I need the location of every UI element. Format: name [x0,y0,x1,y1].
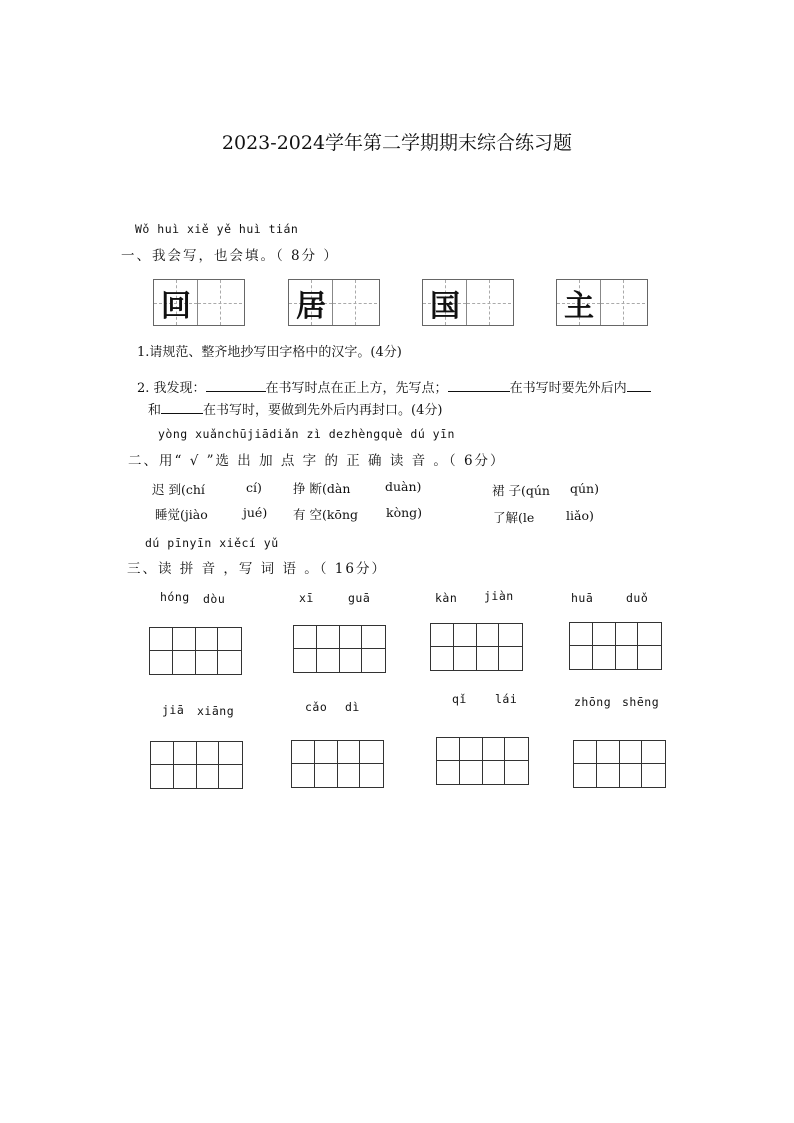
option-b[interactable]: kòng) [386,505,423,520]
q2-text-c: 在书写时要先外后内 [509,381,627,396]
question-2-line2 [148,399,442,418]
sample-char: 回 [161,288,191,324]
tianzige-box[interactable] [288,279,380,326]
writing-grid[interactable] [573,740,666,788]
option-word: 裙 子 [492,483,521,498]
section2-heading: 二、用“ √ ”选 出 加 点 字 的 正 确 读 音 。（ 6分） [128,453,506,469]
sample-char: 居 [296,288,326,324]
q2-lead: 2. 我发现： [137,381,206,396]
q2-text-d: 和 [148,403,162,418]
option-item [155,505,208,523]
option-item [293,505,358,523]
writing-grid[interactable] [430,623,523,671]
sample-char: 国 [430,288,460,324]
writing-grid[interactable] [436,737,529,785]
word-pinyin: kàn [435,591,458,605]
option-word: 迟 到 [152,482,181,497]
option-b[interactable]: qún) [570,481,599,496]
word-pinyin: guā [348,591,371,605]
answer-blank[interactable] [161,401,203,414]
word-pinyin: shēng [622,695,660,709]
option-word: 了解 [493,510,519,525]
word-pinyin: qǐ [452,692,467,706]
writing-grid[interactable] [150,741,243,789]
section2-pinyin: yòng xuǎnchūjiādiǎn zì dezhèngquè dú yīn [158,427,455,441]
option-item [152,480,205,498]
tianzige-row [153,279,648,326]
option-word: 睡觉 [155,507,181,522]
question-1: 1.请规范、整齐地抄写田字格中的汉字。(4分) [137,345,402,360]
option-a[interactable]: (qún [520,483,550,498]
option-a[interactable]: (kōng [321,507,359,522]
writing-grid[interactable] [569,622,662,670]
option-b[interactable]: duàn) [385,479,422,494]
option-word: 挣 断 [293,481,322,496]
word-pinyin: lái [495,692,518,706]
answer-blank[interactable] [627,379,651,392]
writing-grid[interactable] [291,740,384,788]
option-b[interactable]: liǎo) [566,508,594,523]
word-pinyin: xī [299,591,314,605]
section3-heading: 三、读 拼 音 ，写 词 语 。（ 16分） [127,561,387,577]
writing-grid[interactable] [293,625,386,673]
question-2-line1 [137,377,651,396]
word-pinyin: huā [571,591,594,605]
word-pinyin: cǎo [305,700,328,714]
option-item [293,479,350,497]
word-pinyin: hóng [160,590,190,604]
option-item [493,508,534,526]
page-title: 2023-2024学年第二学期期末综合练习题 [221,132,573,154]
q2-text-e: 在书写时，要做到先外后内再封口。(4分) [203,403,443,418]
tianzige-box[interactable] [422,279,514,326]
option-a[interactable]: (jiào [180,507,208,522]
answer-blank[interactable] [448,379,510,392]
tianzige-box[interactable] [556,279,648,326]
option-b[interactable]: cí) [246,480,262,495]
section3-pinyin: dú pīnyīn xiěcí yǔ [145,536,279,550]
option-a[interactable]: (le [518,510,535,525]
q2-text-b: 在书写时点在正上方，先写点； [265,381,448,396]
tianzige-box[interactable] [153,279,245,326]
option-a[interactable]: (dàn [321,481,351,496]
word-pinyin: dòu [203,592,226,606]
section1-pinyin: Wǒ huì xiě yě huì tián [135,222,299,236]
section1-heading: 一、我会写，也会填。（ 8分 ） [121,248,339,264]
writing-grid[interactable] [149,627,242,675]
option-word: 有 空 [293,507,322,522]
sample-char: 主 [564,288,594,324]
answer-blank[interactable] [206,379,266,392]
option-b[interactable]: jué) [243,505,268,520]
word-pinyin: jiā [162,703,185,717]
option-a[interactable]: (chí [180,482,205,497]
word-pinyin: xiāng [197,704,235,718]
word-pinyin: duǒ [626,591,649,605]
word-pinyin: zhōng [574,695,612,709]
word-pinyin: jiàn [484,589,514,603]
option-item [492,481,550,499]
word-pinyin: dì [345,700,360,714]
